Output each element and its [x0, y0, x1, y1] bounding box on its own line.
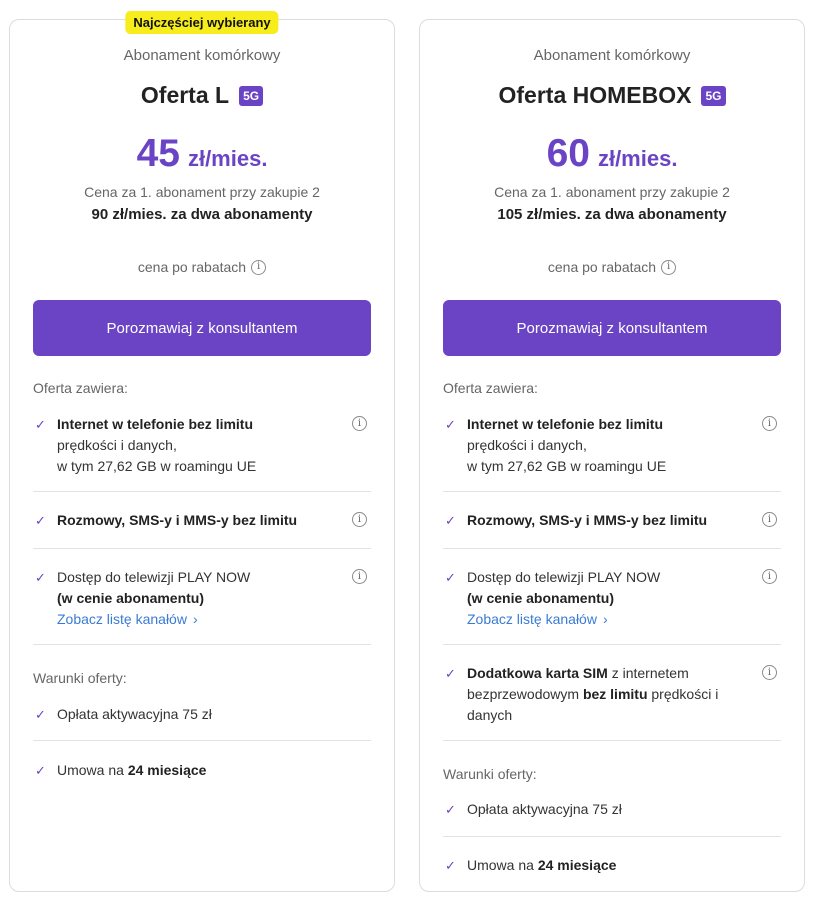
- feature-internet: [443, 414, 781, 477]
- feature-calls: [33, 510, 371, 531]
- offer-card-l: [9, 15, 395, 892]
- divider: [443, 740, 781, 741]
- term-text: Opłata aktywacyjna 75 zł: [57, 706, 212, 722]
- divider: [443, 836, 781, 837]
- check-icon: ✓: [35, 763, 46, 778]
- feature-extra-sim: [443, 663, 781, 726]
- discount-note: [10, 259, 394, 275]
- info-icon[interactable]: i: [251, 260, 266, 275]
- feature-title: Rozmowy, SMS-y i MMS-y bez limitu: [467, 512, 708, 528]
- feature-tv: [33, 567, 371, 630]
- check-icon: ✓: [445, 417, 456, 432]
- feature-bold: Dodatkowa karta SIM: [467, 665, 608, 681]
- info-icon[interactable]: i: [352, 569, 367, 584]
- price: [10, 132, 394, 176]
- most-popular-badge: Najczęściej wybierany: [125, 11, 278, 34]
- feature-title: Internet w telefonie bez limitu: [57, 416, 254, 432]
- check-icon: ✓: [35, 513, 46, 528]
- 5g-badge: 5G: [239, 86, 263, 106]
- divider: [443, 644, 781, 645]
- includes-label: Oferta zawiera:: [443, 380, 538, 396]
- check-icon: ✓: [445, 570, 456, 585]
- talk-to-consultant-button[interactable]: Porozmawiaj z konsultantem: [33, 300, 371, 356]
- info-icon[interactable]: i: [762, 416, 777, 431]
- terms-label: Warunki oferty:: [443, 766, 537, 782]
- channel-list-label: Zobacz listę kanałów: [467, 611, 597, 627]
- feature-line: Dostęp do telewizji PLAY NOW: [467, 569, 661, 585]
- term-activation-fee: [33, 704, 371, 725]
- info-icon[interactable]: i: [762, 665, 777, 680]
- price-unit: zł/mies.: [187, 146, 268, 171]
- feature-internet: [33, 414, 371, 477]
- term-bold: 24 miesiące: [537, 857, 617, 873]
- discount-label: cena po rabatach: [137, 259, 247, 275]
- term-contract: [443, 855, 781, 876]
- 5g-badge: 5G: [701, 86, 725, 106]
- term-bold: 24 miesiące: [127, 762, 207, 778]
- feature-text: danych: [467, 707, 513, 723]
- feature-title: Internet w telefonie bez limitu: [467, 416, 664, 432]
- card-subtitle: Abonament komórkowy: [123, 47, 281, 64]
- offer-card-homebox: [419, 19, 805, 892]
- terms-label: Warunki oferty:: [33, 670, 127, 686]
- term-activation-fee: [443, 799, 781, 820]
- feature-text: bezprzewodowym: [467, 686, 583, 702]
- feature-line: w tym 27,62 GB w roamingu UE: [57, 458, 257, 474]
- check-icon: ✓: [445, 666, 456, 681]
- feature-title: Rozmowy, SMS-y i MMS-y bez limitu: [57, 512, 298, 528]
- talk-to-consultant-button[interactable]: Porozmawiaj z konsultantem: [443, 300, 781, 356]
- check-icon: ✓: [35, 570, 46, 585]
- feature-line: w tym 27,62 GB w roamingu UE: [467, 458, 667, 474]
- price-pair: 105 zł/mies. za dwa abonamenty: [497, 206, 727, 223]
- feature-text: z internetem: [607, 665, 689, 681]
- check-icon: ✓: [445, 802, 456, 817]
- check-icon: ✓: [445, 513, 456, 528]
- plan-title: [420, 82, 804, 109]
- plan-title: [10, 82, 394, 109]
- divider: [33, 548, 371, 549]
- chevron-right-icon: ›: [602, 611, 608, 627]
- info-icon[interactable]: i: [762, 512, 777, 527]
- feature-line: Dostęp do telewizji PLAY NOW: [57, 569, 251, 585]
- feature-line-bold: (w cenie abonamentu): [467, 590, 615, 606]
- price-note: Cena za 1. abonament przy zakupie 2: [494, 184, 730, 200]
- check-icon: ✓: [35, 707, 46, 722]
- channel-list-label: Zobacz listę kanałów: [57, 611, 187, 627]
- discount-note: [420, 259, 804, 275]
- check-icon: ✓: [445, 858, 456, 873]
- feature-bold: bez limitu: [582, 686, 648, 702]
- divider: [443, 491, 781, 492]
- term-text: Opłata aktywacyjna 75 zł: [467, 801, 622, 817]
- term-text: Umowa na: [467, 857, 538, 873]
- price-pair: 90 zł/mies. za dwa abonamenty: [91, 206, 313, 223]
- term-contract: [33, 760, 371, 781]
- chevron-right-icon: ›: [192, 611, 198, 627]
- feature-line-bold: (w cenie abonamentu): [57, 590, 205, 606]
- divider: [33, 740, 371, 741]
- plan-name: Oferta L: [140, 82, 230, 108]
- price-note: Cena za 1. abonament przy zakupie 2: [84, 184, 320, 200]
- term-text: Umowa na: [57, 762, 128, 778]
- feature-tv: [443, 567, 781, 630]
- discount-label: cena po rabatach: [547, 259, 657, 275]
- info-icon[interactable]: i: [352, 512, 367, 527]
- info-icon[interactable]: i: [762, 569, 777, 584]
- price-amount: 45: [136, 132, 180, 175]
- divider: [443, 548, 781, 549]
- feature-line: prędkości i danych,: [57, 437, 177, 453]
- price-amount: 60: [546, 132, 590, 175]
- feature-calls: [443, 510, 781, 531]
- card-subtitle: Abonament komórkowy: [533, 47, 691, 64]
- price: [420, 132, 804, 176]
- feature-line: prędkości i danych,: [467, 437, 587, 453]
- feature-text: prędkości i: [647, 686, 719, 702]
- price-unit: zł/mies.: [597, 146, 678, 171]
- info-icon[interactable]: i: [352, 416, 367, 431]
- check-icon: ✓: [35, 417, 46, 432]
- divider: [33, 644, 371, 645]
- divider: [33, 491, 371, 492]
- plan-name: Oferta HOMEBOX: [498, 82, 692, 108]
- channel-list-link[interactable]: [467, 609, 608, 630]
- info-icon[interactable]: i: [661, 260, 676, 275]
- includes-label: Oferta zawiera:: [33, 380, 128, 396]
- channel-list-link[interactable]: [57, 609, 198, 630]
